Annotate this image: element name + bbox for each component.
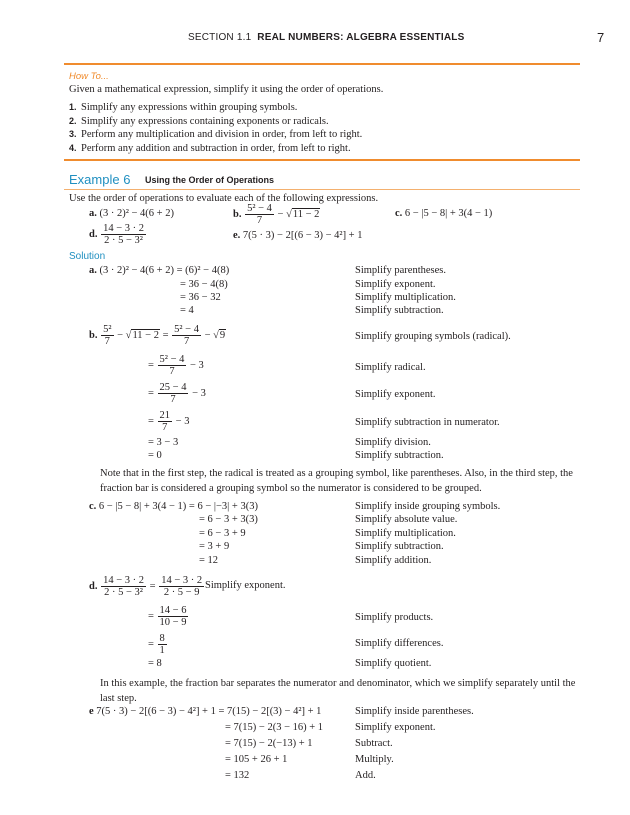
solution-c-line: c. 6 − |5 − 8| + 3(4 − 1) = 6 − |−3| + 3(3) [89, 501, 258, 512]
solution-c-desc: Simplify subtraction. [355, 541, 444, 552]
solution-d-desc: Simplify exponent. [205, 580, 286, 591]
solution-a-desc: Simplify multiplication. [355, 292, 456, 303]
howto-bottom-rule [64, 159, 580, 161]
solution-a-step: = 4 [180, 305, 194, 316]
solution-b-desc: Simplify subtraction. [355, 450, 444, 461]
solution-e-step: = 7(15) − 2(3 − 16) + 1 [225, 722, 324, 733]
howto-step: 3. Perform any multiplication and division in order, from left to right. [69, 129, 363, 140]
solution-b-line: b. $\frac{\text{5²}}{7}$ − √11 − 2 = $\frac{\text{5² − 4}}{7}$ − √9 [89, 324, 226, 348]
solution-b-step: = $\frac{\text{5² − 4}}{7}$ − 3 [148, 354, 204, 378]
solution-d-line: d. $\frac{14 - 3 \cdot 2}{\text{2 · 5 − 3²}}$ = $\frac{14 - 3 \cdot 2}{2 \cdot 5 - 9}$ [89, 575, 203, 599]
solution-c-step: = 12 [199, 555, 219, 566]
running-header [188, 32, 464, 43]
solution-a-step: = 36 − 32 [180, 292, 221, 303]
howto-intro: Given a mathematical expression, simplify it using the order of operations. [69, 84, 384, 95]
page-number: 7 [597, 30, 605, 45]
solution-d-desc: Simplify differences. [355, 638, 444, 649]
solution-e-step: = 105 + 26 + 1 [225, 754, 288, 765]
howto-top-rule [64, 63, 580, 65]
solution-b-note: Note that in the first step, the radical is treated as a grouping symbol, like parentheses. Also, in the third step, the fraction bar is considered a grouping symbol so the numerator is considered to be grouped. [100, 468, 573, 494]
problem-b: b. $\frac{\text{5² − 4}}{7}$ − √11 − 2 [233, 203, 320, 227]
solution-b-desc: Simplify subtraction in numerator. [355, 417, 500, 428]
solution-e-desc: Add. [355, 770, 376, 781]
solution-b-desc: Simplify radical. [355, 362, 426, 373]
section-title: REAL NUMBERS: ALGEBRA ESSENTIALS [257, 32, 465, 43]
solution-title: Solution [69, 251, 106, 262]
solution-c-step: = 6 − 3 + 3(3) [199, 514, 258, 525]
solution-e-line: e 7(5 · 3) − 2[(6 − 3) − 4²] + 1 = 7(15) − 2[(3) − 4²] + 1 [89, 706, 322, 717]
solution-e-desc: Subtract. [355, 738, 393, 749]
solution-b-desc: Simplify exponent. [355, 389, 436, 400]
solution-e-step: = 7(15) − 2(−13) + 1 [225, 738, 313, 749]
solution-d-desc: Simplify quotient. [355, 658, 432, 669]
solution-d-desc: Simplify products. [355, 612, 434, 623]
solution-d-step: = $\frac{14 - 6}{10 - 9}$ [148, 605, 187, 629]
problem-c: c. 6 − |5 − 8| + 3(4 − 1) [395, 208, 493, 219]
solution-c-desc: Simplify inside grouping symbols. [355, 501, 501, 512]
solution-d-note: In this example, the fraction bar separates the numerator and denominator, which we simplify separately until the last step. [100, 678, 576, 704]
solution-b-step: = $\frac{21}{7}$ − 3 [148, 410, 190, 434]
example-instruction: Use the order of operations to evaluate each of the following expressions. [69, 193, 379, 204]
solution-b-step: = 3 − 3 [148, 437, 179, 448]
solution-c-step: = 6 − 3 + 9 [199, 528, 246, 539]
solution-a-desc: Simplify parentheses. [355, 265, 446, 276]
solution-e-step: = 132 [225, 770, 250, 781]
solution-e-desc: Simplify exponent. [355, 722, 436, 733]
solution-e-desc: Multiply. [355, 754, 394, 765]
solution-d-step: = 8 [148, 658, 162, 669]
solution-c-desc: Simplify absolute value. [355, 514, 458, 525]
howto-step: 4. Perform any addition and subtraction in order, from left to right. [69, 143, 351, 154]
example-subtitle: Using the Order of Operations [145, 175, 275, 185]
solution-c-step: = 3 + 9 [199, 541, 230, 552]
example-title: Example 6 [69, 172, 131, 187]
howto-step: 2. Simplify any expressions containing exponents or radicals. [69, 116, 329, 127]
howto-step: 1. Simplify any expressions within grouping symbols. [69, 102, 298, 113]
solution-c-desc: Simplify addition. [355, 555, 432, 566]
solution-d-step: = $\frac{8}{1}$ [148, 633, 165, 657]
solution-a-desc: Simplify subtraction. [355, 305, 444, 316]
solution-a-desc: Simplify exponent. [355, 279, 436, 290]
solution-b-desc: Simplify grouping symbols (radical). [355, 331, 511, 342]
solution-b-desc: Simplify division. [355, 437, 431, 448]
solution-c-desc: Simplify multiplication. [355, 528, 456, 539]
solution-b-step: = 0 [148, 450, 162, 461]
solution-a-line: a. (3 · 2)² − 4(6 + 2) = (6)² − 4(8) [89, 265, 230, 276]
example-rule [64, 189, 580, 190]
problem-d: d. $\frac{14 - 3 \cdot 2}{\text{2 · 5 − 3²}}$ [89, 223, 145, 247]
solution-e-desc: Simplify inside parentheses. [355, 706, 474, 717]
solution-a-step: = 36 − 4(8) [180, 279, 228, 290]
solution-b-step: = $\frac{25 - 4}{7}$ − 3 [148, 382, 206, 406]
section-number: SECTION 1.1 [188, 32, 252, 43]
problem-e: e. 7(5 · 3) − 2[(6 − 3) − 4²] + 1 [233, 230, 363, 241]
howto-label: How To... [69, 71, 109, 82]
problem-a: a. (3 · 2)² − 4(6 + 2) [89, 208, 174, 219]
